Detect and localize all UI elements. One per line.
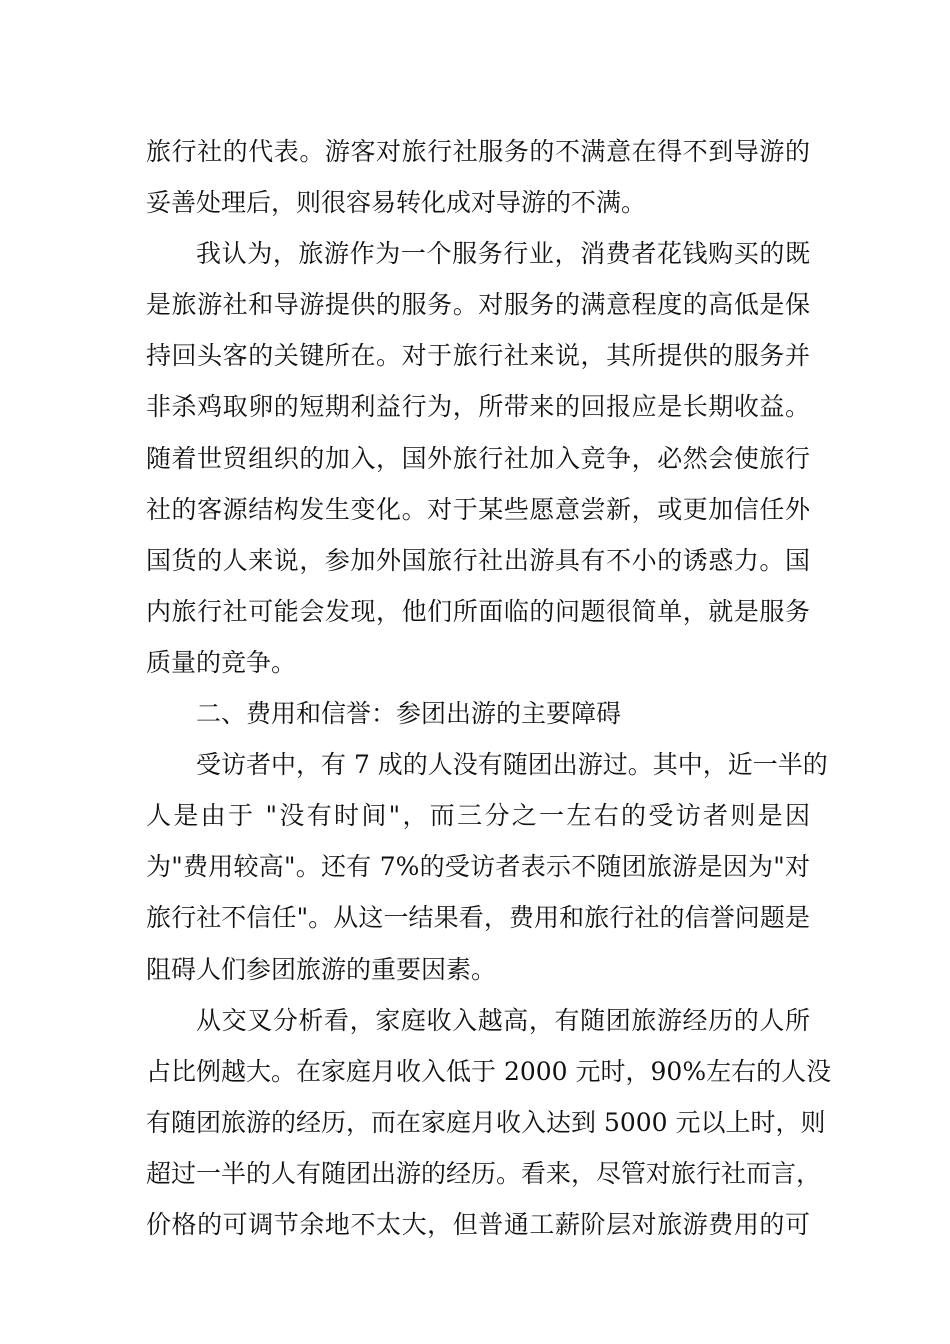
text-line: 社的客源结构发生变化。对于某些愿意尝新，或更加信任外 — [146, 494, 810, 524]
text-line: 价格的可调节余地不太大，但普通工薪阶层对旅游费用的可 — [146, 1209, 810, 1239]
text-line: 持回头客的关键所在。对于旅行社来说，其所提供的服务并 — [146, 341, 810, 371]
text-line: 内旅行社可能会发现，他们所面临的问题很简单，就是服务 — [146, 596, 810, 626]
text-line: 我认为，旅游作为一个服务行业，消费者花钱购买的既 — [196, 239, 810, 269]
text-line: 人是由于 "没有时间"，而三分之一左右的受访者则是因 — [146, 801, 810, 831]
body-text — [146, 126, 832, 1250]
text-line: 是旅游社和导游提供的服务。对服务的满意程度的高低是保 — [146, 290, 810, 320]
text-line: 阻碍人们参团旅游的重要因素。 — [146, 954, 497, 984]
text-line: 受访者中，有 7 成的人没有随团出游过。其中，近一半的 — [196, 750, 828, 780]
section-heading: 二、费用和信誉：参团出游的主要障碍 — [196, 699, 622, 729]
text-line: 妥善处理后，则很容易转化成对导游的不满。 — [146, 188, 647, 218]
text-line: 质量的竞争。 — [146, 647, 297, 677]
text-line: 国货的人来说，参加外国旅行社出游具有不小的诱惑力。国 — [146, 545, 810, 575]
text-line: 旅行社不信任"。从这一结果看，费用和旅行社的信誉问题是 — [146, 903, 810, 933]
text-line: 超过一半的人有随团出游的经历。看来，尽管对旅行社而言， — [146, 1158, 822, 1188]
text-line: 旅行社的代表。游客对旅行社服务的不满意在得不到导游的 — [146, 137, 810, 166]
text-line: 从交叉分析看，家庭收入越高，有随团旅游经历的人所 — [196, 1005, 810, 1035]
text-line: 随着世贸组织的加入，国外旅行社加入竞争，必然会使旅行 — [146, 443, 810, 473]
text-line: 非杀鸡取卵的短期利益行为，所带来的回报应是长期收益。 — [146, 392, 810, 422]
text-line: 有随团旅游的经历，而在家庭月收入达到 5000 元以上时，则 — [146, 1107, 826, 1137]
text-line: 为"费用较高"。还有 7%的受访者表示不随团旅游是因为"对 — [146, 852, 810, 882]
text-line: 占比例越大。在家庭月收入低于 2000 元时，90%左右的人没 — [146, 1056, 832, 1086]
